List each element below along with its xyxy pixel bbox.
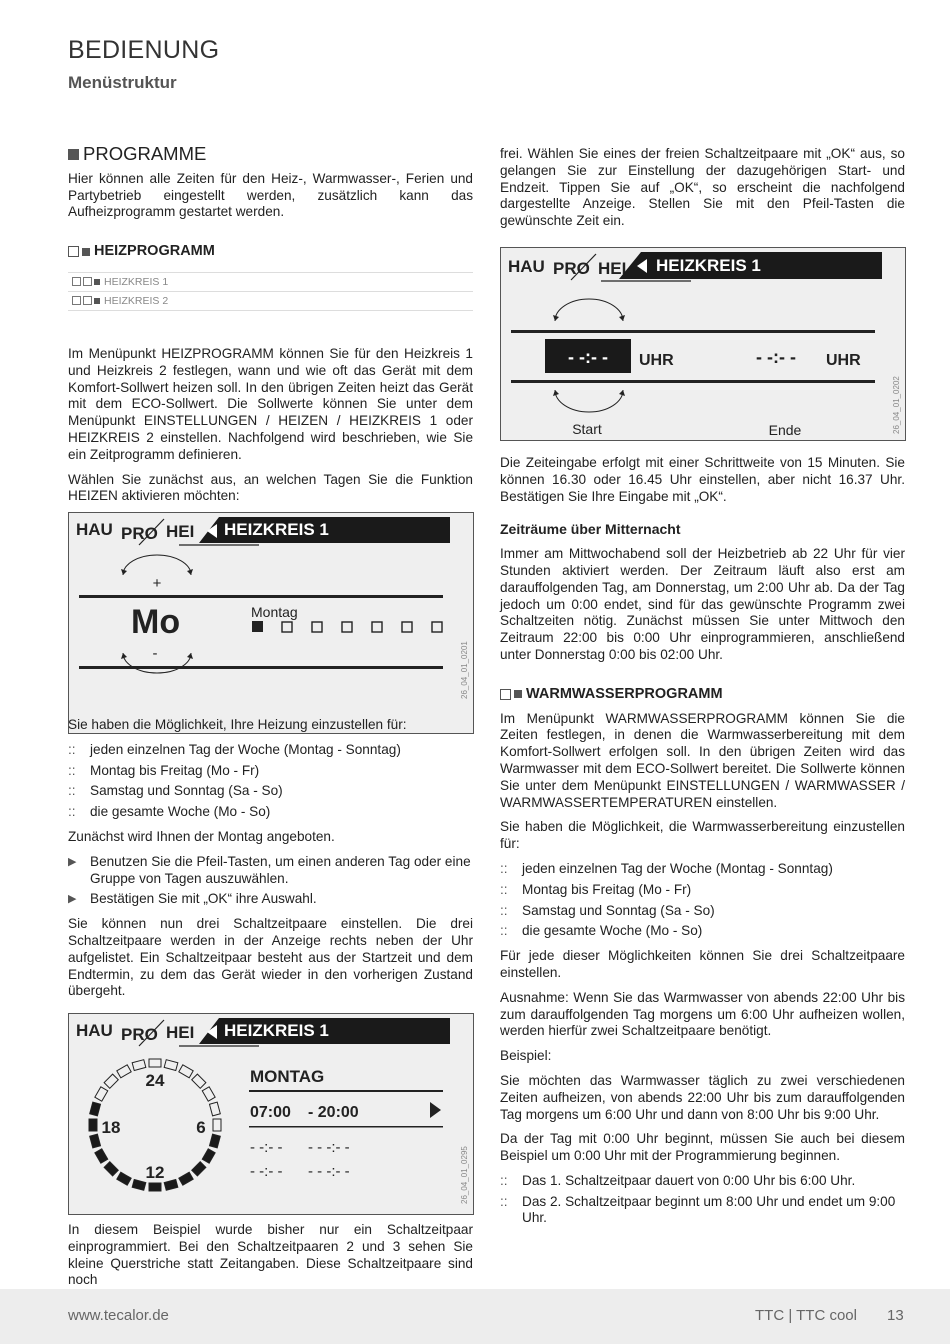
end-time[interactable]: - -:- - xyxy=(756,347,796,367)
clock-segment xyxy=(95,1087,108,1101)
right-column-text-2 xyxy=(500,455,905,1235)
list-marker: :: xyxy=(500,1172,508,1188)
heading-heizprogramm xyxy=(68,243,473,260)
page-number: 13 xyxy=(887,1307,904,1324)
clock-segment xyxy=(209,1102,220,1116)
clock-segment xyxy=(104,1162,118,1176)
section-heading-programme xyxy=(68,143,473,164)
clock-segment xyxy=(95,1149,108,1163)
plus-label: + xyxy=(152,575,162,592)
display-time-entry xyxy=(500,247,906,441)
clock-segment xyxy=(179,1065,193,1078)
list-item: :: die gesamte Woche (Mo - So) xyxy=(68,804,271,820)
footer-model: TTC | TTC cool xyxy=(755,1307,857,1324)
list-item: :: Montag bis Freitag (Mo - Fr) xyxy=(500,881,692,897)
filled-square-icon xyxy=(94,279,100,285)
clock-segment xyxy=(192,1162,206,1176)
list-item: :: Das 1. Schaltzeitpaar dauert von 0:00 Uhr bis 6:00 Uhr. xyxy=(500,1172,856,1188)
outline-square-icon xyxy=(83,277,92,286)
minus-label: - xyxy=(152,645,158,662)
filled-square-icon xyxy=(68,149,79,160)
tab-hau: HAU xyxy=(508,257,545,276)
heading-example: Beispiel: xyxy=(500,1048,552,1064)
list-item: :: die gesamte Woche (Mo - So) xyxy=(500,923,703,939)
clock-segment xyxy=(202,1087,215,1101)
clock-segment xyxy=(132,1179,146,1190)
page-title: BEDIENUNG xyxy=(68,36,220,64)
start-time: - -:- - xyxy=(568,347,608,367)
pair3-start[interactable]: - -:- - xyxy=(250,1163,283,1180)
clock-segment xyxy=(149,1183,161,1191)
paragraph: Zunächst wird Ihnen der Montag angeboten. xyxy=(68,828,335,844)
outline-square-icon xyxy=(83,296,92,305)
list-marker: :: xyxy=(68,762,76,778)
list-item: :: jeden einzelnen Tag der Woche (Montag - Sonntag) xyxy=(500,860,833,876)
paragraph: frei. Wählen Sie eines der freien Schaltzeitpaare mit „OK“ aus, so gelangen Sie zur Einstellung der dazugehörigen Start- und Endzeit. Tippen Sie auf „OK“, so erscheint die nachfolgend dargestellte Anzeige. Stellen Sie mit den Pfeil-Tasten die gewünschte Zeit ein. xyxy=(500,146,905,229)
paragraph: Für jede dieser Möglichkeiten können Sie drei Schaltzeitpaare einstellen. xyxy=(500,948,905,980)
tab-hau: HAU xyxy=(76,520,113,539)
clock-segment xyxy=(90,1134,101,1148)
clock-label-12: 12 xyxy=(145,1163,165,1182)
clock-segment xyxy=(149,1059,161,1067)
submenu-item-label: HEIZKREIS 2 xyxy=(104,294,169,307)
heading-label: HEIZPROGRAMM xyxy=(94,243,215,260)
paragraph: Sie haben die Möglichkeit, Ihre Heizung einzustellen für: xyxy=(68,717,407,732)
clock-segment xyxy=(164,1179,178,1190)
display-title: HEIZKREIS 1 xyxy=(656,256,761,275)
paragraph: Im Menüpunkt WARMWASSERPROGRAMM können Sie die Zeiten festlegen, in denen die Warmwasserbereitung mit dem Komfort-Sollwert erfolgen soll. In den übrigen Zeiten wird das Warmwasser mit dem ECO-Sollwert bereitet. Die Sollwerte können Sie unter dem Menüpunkt EINSTELLUNGEN / WARMWASSER / WARMWASSERTEMPERATUREN einstellen. xyxy=(500,710,905,810)
clock-segment xyxy=(117,1172,131,1185)
list-item: :: jeden einzelnen Tag der Woche (Montag - Sonntag) xyxy=(68,741,401,757)
list-marker: :: xyxy=(500,902,508,918)
clock-segment xyxy=(104,1074,118,1088)
figure-code: 26_04_01_0201 xyxy=(460,641,469,699)
footer-url: www.tecalor.de xyxy=(68,1307,169,1324)
left-column-text-2 xyxy=(68,717,473,1008)
tab-hei: HEI xyxy=(598,259,627,278)
pair2-start[interactable]: - -:- - xyxy=(250,1139,283,1156)
outline-square-icon xyxy=(72,296,81,305)
pair1-end[interactable]: - 20:00 xyxy=(308,1104,359,1121)
paragraph: Die Zeiteingabe erfolgt mit einer Schrittweite von 15 Minuten. Sie können 16.30 oder 16.45 Uhr einstellen, aber nicht 16.37 Uhr. Bestätigen Sie Ihre Eingabe mit „OK“. xyxy=(500,455,905,504)
list-item: :: Samstag und Sonntag (Sa - So) xyxy=(68,783,283,799)
paragraph: Im Menüpunkt HEIZPROGRAMM können Sie für den Heizkreis 1 und Heizkreis 2 festlegen, wann und wie oft das Gerät mit dem Komfort-Sollwert heizen soll. In den übrigen Zeiten heizt das Gerät mit dem ECO-Sollwert. Die Sollwerte können Sie unter dem Menüpunkt EINSTELLUNGEN / HEIZEN / HEIZKREIS 1 oder HEIZKREIS 2 einstellen. Nachfolgend wird beschrieben, wie Sie ein Zeitprogramm definieren. xyxy=(68,346,473,462)
filled-square-icon xyxy=(94,298,100,304)
play-icon: ▶ xyxy=(68,855,77,868)
day-label: Montag xyxy=(251,604,298,620)
list-marker: :: xyxy=(500,923,508,939)
end-label: Ende xyxy=(768,422,802,438)
option-list xyxy=(68,742,473,821)
paragraph: Sie können nun drei Schaltzeitpaare einstellen. Die drei Schaltzeitpaare werden in der Anzeige rechts neben der Uhr aufgelistet. Ein Schaltzeitpaar besteht aus der Startzeit und dem Endtermin, zu dem das Gerät wieder in den vorherigen Zustand übergeht. xyxy=(68,916,473,999)
list-marker: :: xyxy=(68,783,76,799)
heading-label: WARMWASSERPROGRAMM xyxy=(526,685,723,702)
tab-pro: PRO xyxy=(121,1025,158,1044)
clock-segment xyxy=(179,1172,193,1185)
start-unit: UHR xyxy=(639,352,674,369)
start-label: Start xyxy=(572,421,602,437)
section-title: PROGRAMME xyxy=(83,143,207,164)
list-item: :: Samstag und Sonntag (Sa - So) xyxy=(500,902,715,918)
paragraph: In diesem Beispiel wurde bisher nur ein Schaltzeitpaar einprogrammiert. Bei den Schaltzeitpaaren 2 und 3 sehen Sie kleine Querstriche statt Zeitangaben. Diese Schaltzeitpaare sind noch xyxy=(68,1222,473,1288)
play-icon: ▶ xyxy=(68,893,77,906)
figure-code: 26_04_01_0295 xyxy=(460,1146,469,1204)
left-column-text-3 xyxy=(68,1222,473,1297)
clock-segment xyxy=(213,1119,221,1131)
outline-square-icon xyxy=(72,277,81,286)
tab-pro: PRO xyxy=(553,259,590,278)
display-week-clock xyxy=(68,1013,474,1215)
list-marker: :: xyxy=(500,1193,508,1209)
submenu-item-heizkreis-1[interactable] xyxy=(68,273,473,292)
play-icon xyxy=(430,1102,441,1118)
example-list xyxy=(500,1173,905,1227)
clock-segment xyxy=(89,1119,97,1131)
paragraph: Da der Tag mit 0:00 Uhr beginnt, müssen Sie auch bei diesem Beispiel um 0:00 Uhr mit der Programmierung beginnen. xyxy=(500,1131,905,1164)
paragraph: Sie haben die Möglichkeit, die Warmwasserbereitung einzustellen für: xyxy=(500,819,905,852)
page-subtitle: Menüstruktur xyxy=(68,73,177,92)
clock-label-18: 18 xyxy=(101,1118,121,1137)
day-checkbox-mo[interactable] xyxy=(252,621,263,632)
outline-square-icon xyxy=(68,246,79,257)
intro-paragraph: Hier können alle Zeiten für den Heiz-, Warmwasser-, Ferien und Partybetrieb eingestellt werden, zusätzlich kann das Aufheizprogramm gestartet werden. xyxy=(68,170,473,220)
paragraph: Sie möchten das Warmwasser täglich zu zwei verschiedenen Zeiten aufheizen, von abends 22:00 Uhr bis zum darauffolgenden Tag morgens um 6:00 Uhr und dann von 8:00 Uhr bis 9:00 Uhr. xyxy=(500,1072,905,1122)
day-big: Mo xyxy=(131,603,181,641)
list-item: :: Das 2. Schaltzeitpaar beginnt um 8:00 Uhr und endet um 9:00 Uhr. xyxy=(500,1193,896,1226)
submenu-item-label: HEIZKREIS 1 xyxy=(104,275,169,288)
figure-code: 26_04_01_0202 xyxy=(892,376,901,434)
list-item: ▶ Benutzen Sie die Pfeil-Tasten, um einen anderen Tag oder eine Gruppe von Tagen auszuwählen. xyxy=(68,853,471,886)
list-marker: :: xyxy=(500,860,508,876)
paragraph: Immer am Mittwochabend soll der Heizbetrieb ab 22 Uhr für vier Stunden aktiviert werden. Der Zeitraum läuft also erst am darauffolgenden Tag, am Donnerstag, um 2:00 Uhr ab. Da der Tag jedoch um 0:00 endet, sind für das gewünschte Programm zwei Schaltzeiten nötig. Zunächst müssen Sie unter Mittwoch den Zeitraum 22:00 bis 0:00 Uhr einprogrammieren, anschließend unter Donnerstag 0:00 bis 02:00 Uhr. xyxy=(500,546,905,662)
list-marker: :: xyxy=(500,881,508,897)
clock-label-6: 6 xyxy=(196,1118,206,1137)
tab-hau: HAU xyxy=(76,1021,113,1040)
pair3-end[interactable]: - - -:- - xyxy=(308,1163,350,1180)
submenu-item-heizkreis-2[interactable] xyxy=(68,292,473,311)
display-title: HEIZKREIS 1 xyxy=(224,1021,329,1040)
list-marker: :: xyxy=(68,804,76,820)
heading-warmwasserprogramm xyxy=(500,686,905,703)
clock-segment xyxy=(90,1102,101,1116)
display-title: HEIZKREIS 1 xyxy=(224,520,329,539)
option-list xyxy=(500,861,905,940)
heading-midnight: Zeiträume über Mitternacht xyxy=(500,521,681,538)
paragraph: Wählen Sie zunächst aus, an welchen Tagen Sie die Funktion HEIZEN aktivieren möchten: xyxy=(68,471,473,504)
clock-segment xyxy=(132,1060,146,1071)
left-column-text-1 xyxy=(68,346,473,513)
paragraph: Ausnahme: Wenn Sie das Warmwasser von abends 22:00 Uhr bis zum darauffolgenden Tag morgens um 6:00 Uhr aufheizen wollen, werden hierfür zwei Schaltzeitpaare benötigt. xyxy=(500,989,905,1039)
list-marker: :: xyxy=(68,741,76,757)
list-item: :: Montag bis Freitag (Mo - Fr) xyxy=(68,762,260,778)
tab-pro: PRO xyxy=(121,524,158,543)
end-unit: UHR xyxy=(826,352,861,369)
clock-segment xyxy=(202,1149,215,1163)
clock-segment xyxy=(192,1074,206,1088)
right-column-text-1 xyxy=(500,146,905,238)
pair1-start[interactable]: 07:00 xyxy=(250,1104,291,1121)
clock-label-24: 24 xyxy=(145,1071,165,1090)
clock-segment xyxy=(164,1060,178,1071)
list-item: ▶ Bestätigen Sie mit „OK“ ihre Auswahl. xyxy=(68,891,317,907)
submenu-list xyxy=(68,272,473,311)
filled-square-icon xyxy=(82,248,90,256)
outline-square-icon xyxy=(500,689,511,700)
tab-hei: HEI xyxy=(166,522,195,541)
left-column xyxy=(68,143,473,311)
pair2-end[interactable]: - - -:- - xyxy=(308,1139,350,1156)
day-label: MONTAG xyxy=(250,1067,325,1086)
display-day-select xyxy=(68,512,474,734)
tab-hei: HEI xyxy=(166,1023,195,1042)
step-list xyxy=(68,854,473,908)
clock-segment xyxy=(117,1065,131,1078)
clock-segment xyxy=(209,1134,220,1148)
filled-square-icon xyxy=(514,690,522,698)
